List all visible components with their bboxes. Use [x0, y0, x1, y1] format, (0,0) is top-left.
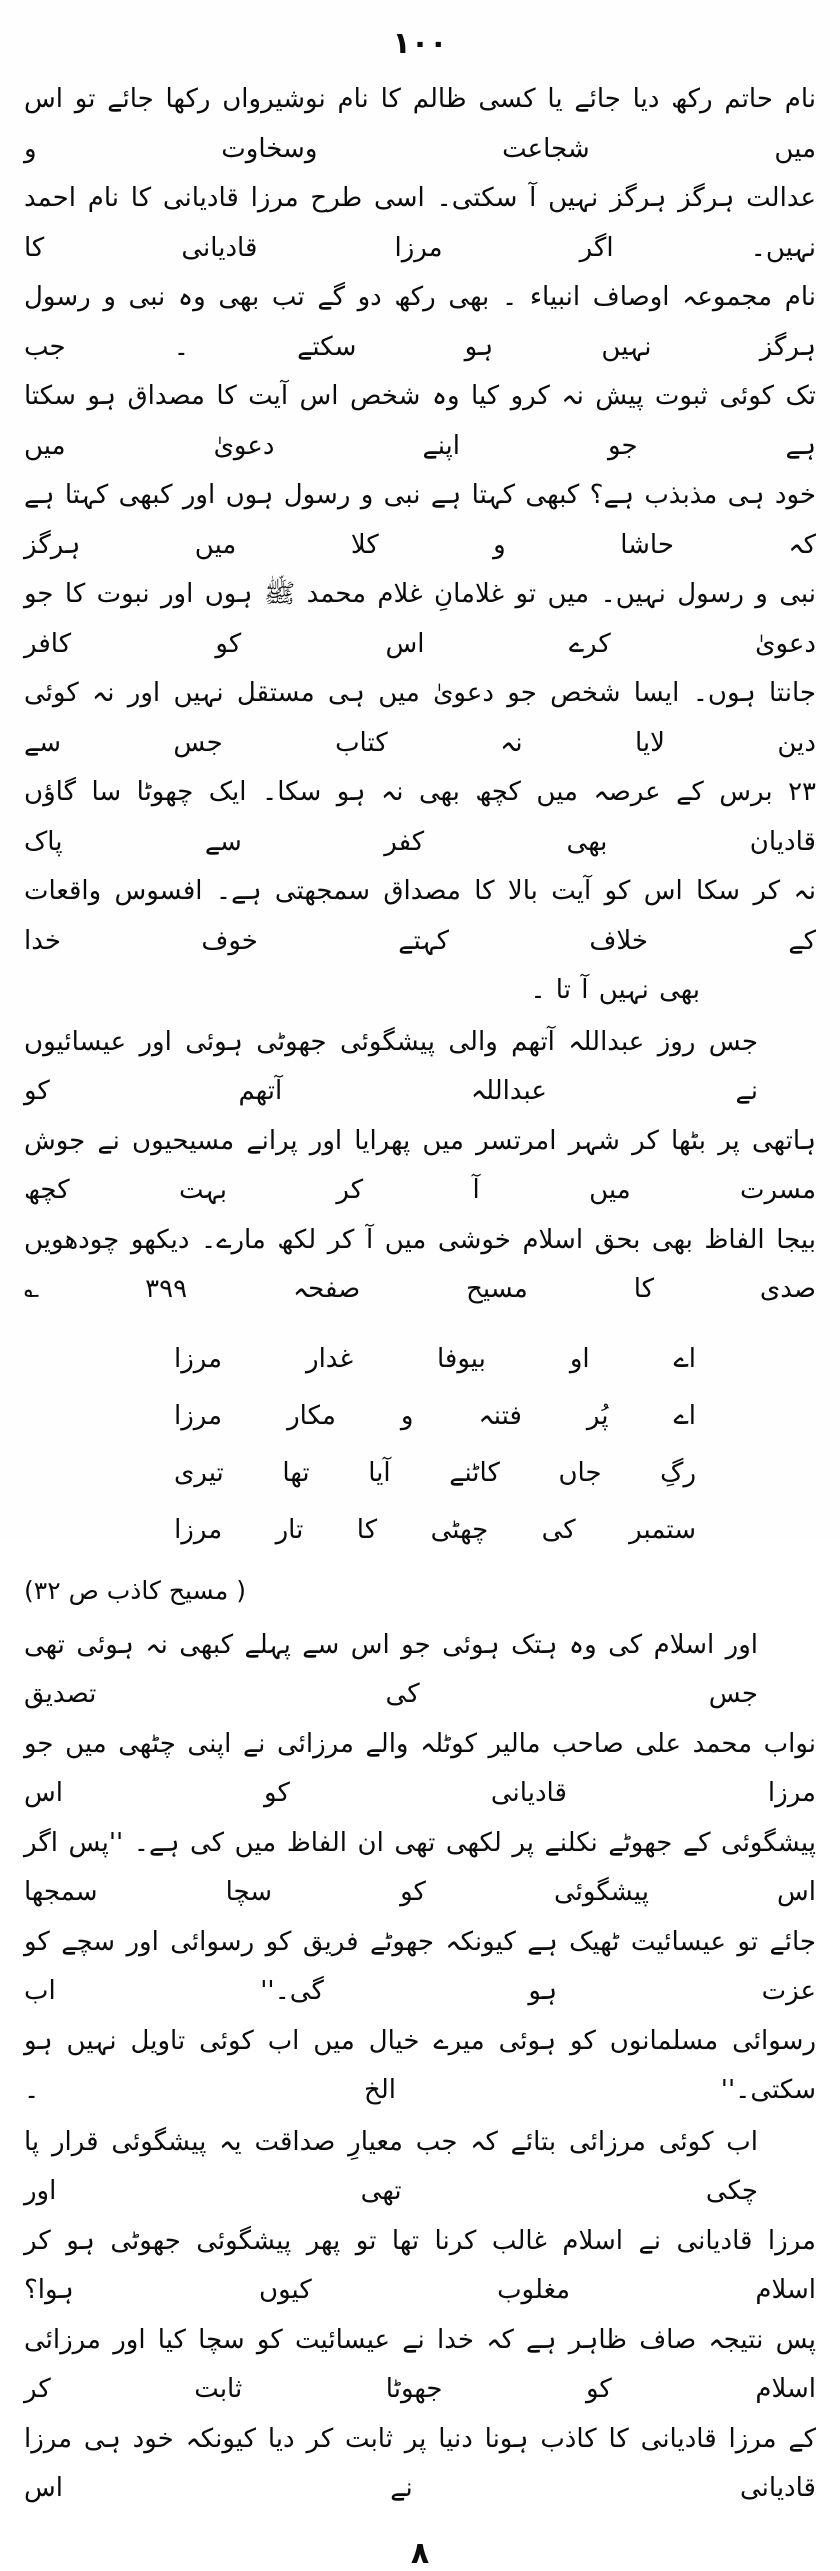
- poem-block: [174, 1331, 696, 1559]
- body-line: نام مجموعہ اوصاف انبیاء ۔ بھی رکھ دو گے تب بھی وہ نبی و رسول ہرگز نہیں ہو سکتے ۔ جب: [24, 282, 816, 362]
- body-line: جائے تو عیسائیت ٹھیک ہے کیونکہ جھوٹے فریق کو رسوائی اور سچے کو عزت ہو گی۔'' اب: [24, 1926, 816, 2006]
- body-line: ۲۳ برس کے عرصہ میں کچھ بھی نہ ہو سکا۔ ایک چھوٹا سا گاؤں قادیان بھی کفر سے پاک: [24, 777, 816, 857]
- poem-word: آیا: [368, 1457, 391, 1488]
- poem-word: کا: [356, 1514, 378, 1545]
- body-line: نام حاتم رکھ دیا جائے یا کسی ظالم کا نام نوشیرواں رکھا جائے تو اس میں شجاعت وسخاوت و: [24, 84, 816, 164]
- poem-line-1: [174, 1331, 696, 1388]
- body-line: رسوائی مسلمانوں کو ہوئی میرے خیال میں اب کوئی تاویل نہیں ہو سکتی۔'' الخ ۔: [24, 2025, 816, 2105]
- poem-word: و: [400, 1400, 414, 1431]
- body-line: نہ کر سکا اس کو آیت بالا کا مصداق سمجھتی ہے۔ افسوس واقعات کے خلاف کہتے خوف خدا: [24, 876, 816, 956]
- body-line: اور اسلام کی وہ ہتک ہوئی جو اس سے پہلے کبھی نہ ہوئی تھی جس کی تصدیق: [24, 1629, 758, 1709]
- paragraph-2: [24, 1018, 816, 1315]
- page-number-top: ۱۰۰: [392, 26, 448, 61]
- poem-line-4: [174, 1502, 696, 1559]
- poem-word: چھٹی: [430, 1514, 489, 1545]
- poem-word: تار: [275, 1514, 304, 1545]
- body-text: [24, 75, 816, 2514]
- body-line: جانتا ہوں۔ ایسا شخص جو دعویٰ میں ہی مستقل نہیں اور نہ کوئی دین لایا نہ کتاب جس سے: [24, 678, 816, 758]
- poem-word: مکار: [287, 1400, 336, 1431]
- poem-word: تیری: [174, 1457, 224, 1488]
- poem-word: مرزا: [174, 1343, 223, 1374]
- page-number-bottom: ۸: [410, 2535, 430, 2571]
- body-line: ہاتھی پر بٹھا کر شہر امرتسر میں پھرایا اور پرانے مسیحیوں نے جوش مسرت میں آ کر بہت کچھ: [24, 1125, 816, 1205]
- poem-word: مرزا: [174, 1514, 223, 1545]
- poem-word: رگِ: [660, 1457, 696, 1488]
- body-line: پس نتیجہ صاف ظاہر ہے کہ خدا نے عیسائیت کو سچا کیا اور مرزائی اسلام کو جھوٹا ثابت کر: [24, 2324, 816, 2404]
- poem-word: مرزا: [174, 1400, 223, 1431]
- body-line: پیشگوئی کے جھوٹے نکلنے پر لکھی تھی ان الفاظ میں کی ہے۔ ''پس اگر اس پیشگوئی کو سچا سمجھا: [24, 1827, 816, 1907]
- paragraph-1: [24, 75, 816, 1016]
- poem-word: اے: [673, 1343, 696, 1374]
- poem-word: فتنہ: [478, 1400, 522, 1431]
- body-line: بھی نہیں آ تا ۔: [530, 975, 700, 1005]
- poem-word: ستمبر: [629, 1514, 696, 1545]
- poem-word: جاں: [558, 1457, 602, 1488]
- poem-word: اے: [673, 1400, 696, 1431]
- poem-word: بیوفا: [437, 1343, 486, 1374]
- body-line: بیجا الفاظ بھی بحق اسلام خوشی میں آ کر لکھ مارے۔ دیکھو چودھویں صدی کا مسیح صفحہ ۳۹۹ ؎: [24, 1224, 817, 1304]
- paragraph-3: [24, 1621, 816, 2116]
- paragraph-4: [24, 2118, 816, 2514]
- body-line: اب کوئی مرزائی بتائے کہ جب معیارِ صداقت یہ پیشگوئی قرار پا چکی تھی اور: [24, 2126, 758, 2206]
- body-line: نبی و رسول نہیں۔ میں تو غلامانِ غلام محمد ﷺ ہوں اور نبوت کا جو دعویٰ کرے اس کو کافر: [24, 579, 816, 659]
- body-line: جس روز عبداللہ آتھم والی پیشگوئی جھوٹی ہوئی اور عیسائیوں نے عبداللہ آتھم کو: [24, 1026, 758, 1106]
- poem-citation: ( مسیح کاذب ص ۳۲): [24, 1575, 246, 1605]
- poem-word: کی: [541, 1514, 576, 1545]
- poem-word: او: [569, 1343, 590, 1374]
- poem-word: تھا: [282, 1457, 310, 1488]
- poem-line-3: [174, 1445, 696, 1502]
- poem-word: کاٹنے: [449, 1457, 500, 1488]
- poem-line-2: [174, 1388, 696, 1445]
- body-line: نواب محمد علی صاحب مالیر کوٹلہ والے مرزائی نے اپنی چٹھی میں جو مرزا قادیانی کو اس: [24, 1728, 816, 1808]
- body-line: مرزا قادیانی نے اسلام غالب کرنا تھا تو پھر پیشگوئی جھوٹی ہو کر اسلام مغلوب کیوں ہوا؟: [24, 2225, 816, 2305]
- body-line: تک کوئی ثبوت پیش نہ کرو کیا وہ شخص اس آیت کا مصداق ہو سکتا ہے جو اپنے دعویٰ میں: [24, 381, 816, 461]
- poem-word: غدار: [306, 1343, 354, 1374]
- body-line: کے مرزا قادیانی کا کاذب ہونا دنیا پر ثابت کر دیا کیونکہ خود ہی مرزا قادیانی نے اس: [24, 2423, 816, 2503]
- poem-word: پُر: [586, 1400, 609, 1431]
- body-line: خود ہی مذبذب ہے؟ کبھی کہتا ہے نبی و رسول ہوں اور کبھی کہتا ہے کہ حاشا و کلا میں ہرگز: [24, 480, 816, 560]
- body-line: عدالت ہرگز ہرگز نہیں آ سکتی۔ اسی طرح مرزا قادیانی کا نام احمد نہیں۔ اگر مرزا قادیانی کا: [24, 183, 816, 263]
